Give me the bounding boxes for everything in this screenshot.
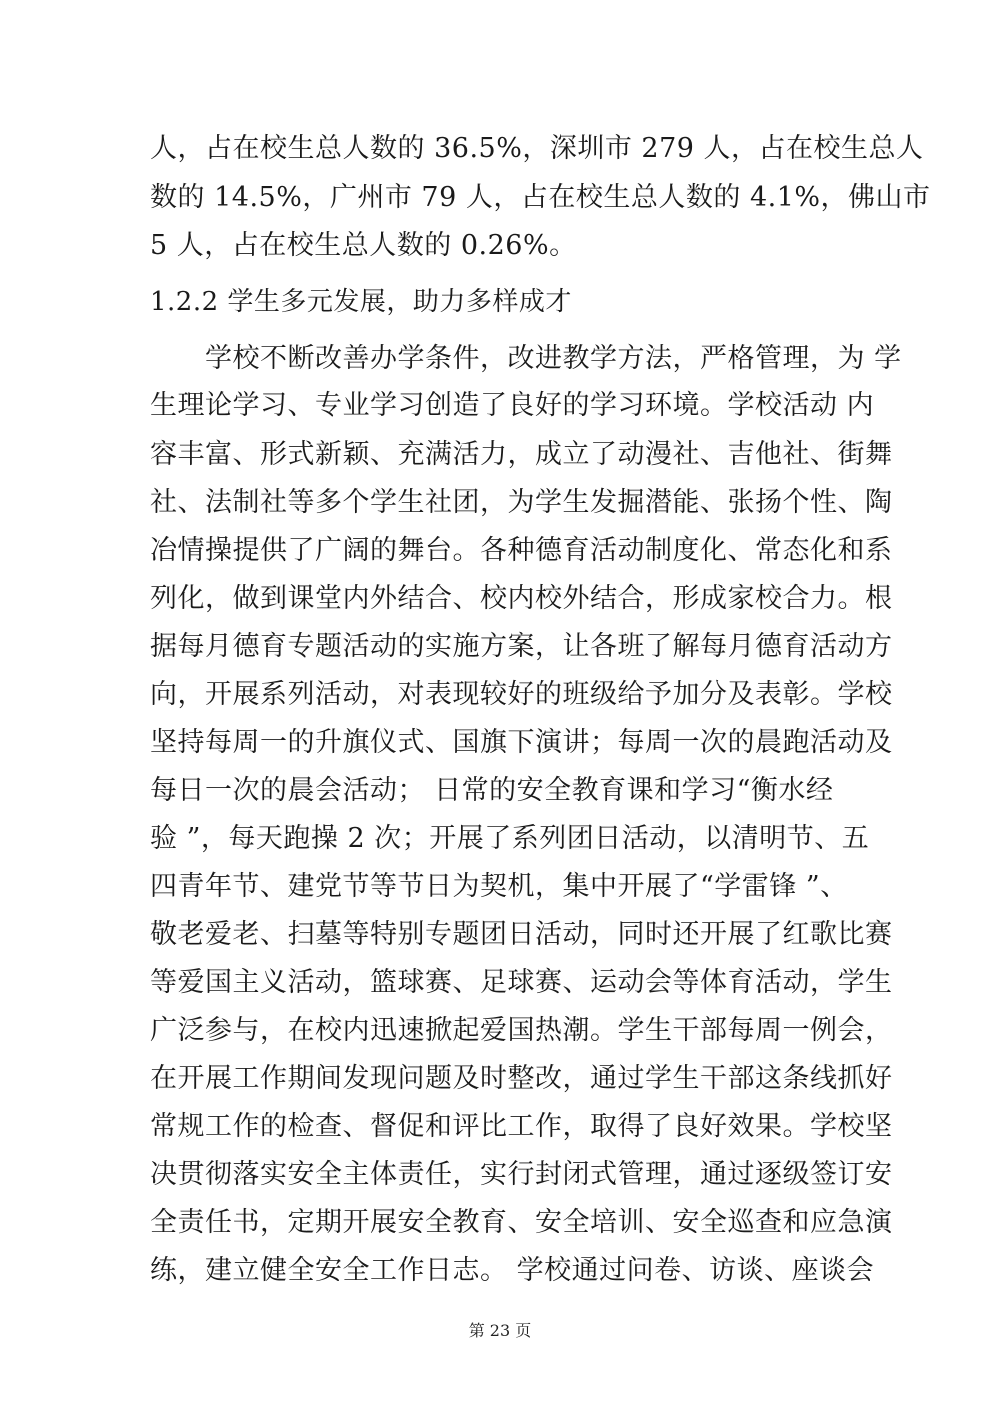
paragraph-line-19: 全责任书，定期开展安全教育、安全培训、安全巡查和应急演 [150, 1207, 893, 1238]
paragraph-line-17: 常规工作的检查、督促和评比工作，取得了良好效果。学校坚 [150, 1111, 893, 1142]
paragraph-line-1: 学校不断改善办学条件，改进教学方法，严格管理，为 学 [205, 343, 902, 374]
paragraph-line-8: 向，开展系列活动，对表现较好的班级给予加分及表彰。学校 [150, 679, 893, 710]
paragraph-line-2: 生理论学习、专业学习创造了良好的学习环境。学校活动 内 [150, 390, 875, 421]
section-heading: 1.2.2 学生多元发展，助力多样成才 [150, 287, 572, 317]
paragraph-line-15: 广泛参与，在校内迅速掀起爱国热潮。学生干部每周一例会， [150, 1015, 893, 1046]
paragraph-line-9: 坚持每周一的升旗仪式、国旗下演讲；每周一次的晨跑活动及 [150, 727, 893, 758]
paragraph-line-16: 在开展工作期间发现问题及时整改，通过学生干部这条线抓好 [150, 1063, 893, 1094]
paragraph-line-18: 决贯彻落实安全主体责任，实行封闭式管理，通过逐级签订安 [150, 1159, 893, 1190]
paragraph-line-6: 列化，做到课堂内外结合、校内校外结合，形成家校合力。根 [150, 583, 893, 614]
paragraph-line-3: 容丰富、形式新颖、充满活力，成立了动漫社、吉他社、街舞 [150, 439, 893, 470]
intro-line-2: 数的 14.5%，广州市 79 人，占在校生总人数的 4.1%，佛山市 [150, 182, 931, 213]
paragraph-line-5: 冶情操提供了广阔的舞台。各种德育活动制度化、常态化和系 [150, 535, 893, 566]
intro-line-3: 5 人，占在校生总人数的 0.26%。 [150, 230, 577, 261]
intro-line-1: 人，占在校生总人数的 36.5%，深圳市 279 人，占在校生总人 [150, 133, 924, 164]
paragraph-line-4: 社、法制社等多个学生社团，为学生发掘潜能、张扬个性、陶 [150, 487, 893, 518]
paragraph-line-14: 等爱国主义活动，篮球赛、足球赛、运动会等体育活动，学生 [150, 967, 893, 998]
paragraph-line-10: 每日一次的晨会活动； 日常的安全教育课和学习“衡水经 [150, 775, 834, 806]
paragraph-line-12: 四青年节、建党节等节日为契机，集中开展了“学雷锋 ”、 [150, 871, 848, 902]
paragraph-line-20: 练，建立健全安全工作日志。 学校通过问卷、访谈、座谈会 [150, 1255, 875, 1286]
paragraph-line-7: 据每月德育专题活动的实施方案，让各班了解每月德育活动方 [150, 631, 893, 662]
paragraph-line-11: 验 ”，每天跑操 2 次；开展了系列团日活动，以清明节、五 [150, 823, 870, 854]
paragraph-line-13: 敬老爱老、扫墓等特别专题团日活动，同时还开展了红歌比赛 [150, 919, 893, 950]
page-number: 第 23 页 [468, 1321, 532, 1340]
